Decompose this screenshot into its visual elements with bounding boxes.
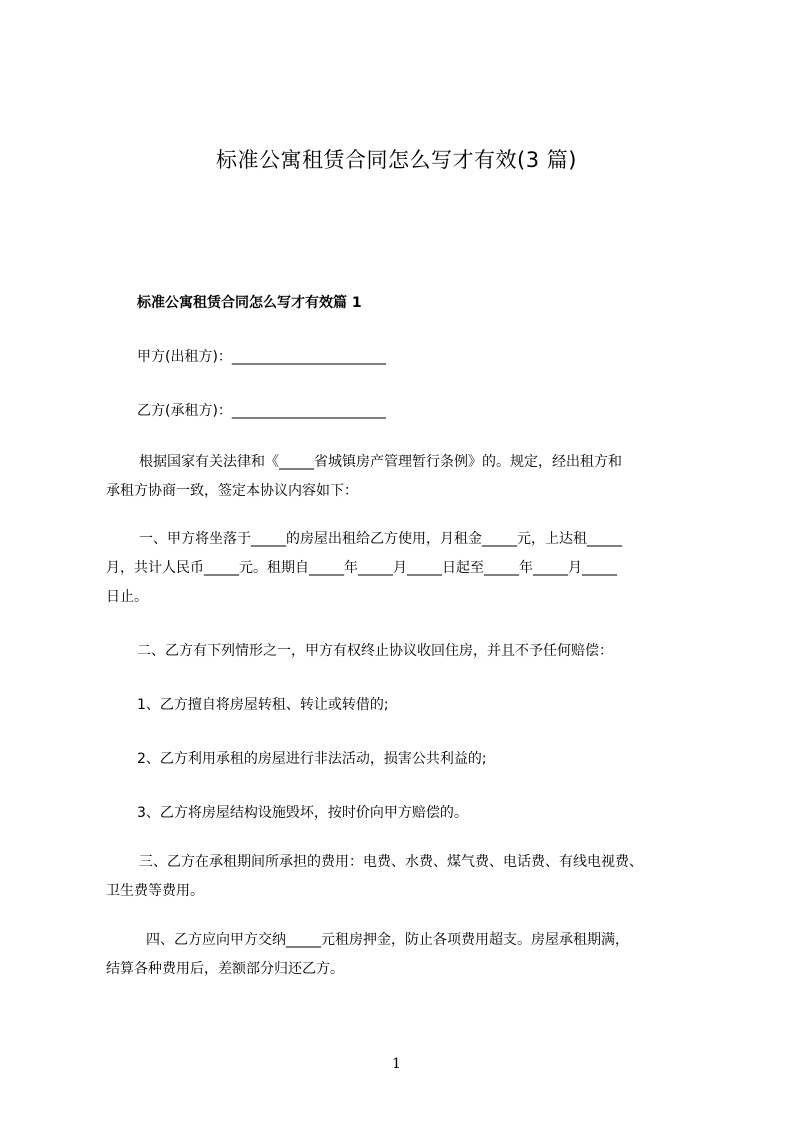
clause-4-line-1: 四、乙方应向甲方交纳_____元租房押金，防止各项费用超支。房屋承租期满， bbox=[146, 932, 629, 948]
clause-2-item-1: 1、乙方擅自将房屋转租、转让或转借的; bbox=[137, 697, 389, 713]
clause-1-line-3: 日止。 bbox=[106, 589, 148, 605]
party-b-line: 乙方(承租方)：______________________ bbox=[137, 403, 386, 419]
clause-1-line-2: 月，共计人民币_____元。租期自_____年_____月_____日起至_____年_____月_____ bbox=[106, 560, 617, 576]
intro-paragraph bbox=[106, 448, 706, 506]
clause-4-line-2: 结算各种费用后，差额部分归还乙方。 bbox=[106, 961, 344, 977]
page-number: 1 bbox=[392, 1056, 401, 1072]
clause-2: 二、乙方有下列情形之一，甲方有权终止协议收回住房，并且不予任何赔偿： bbox=[137, 643, 613, 659]
clause-3-line-2: 卫生费等费用。 bbox=[106, 883, 204, 899]
clause-3-line-1: 三、乙方在承租期间所承担的费用：电费、水费、煤气费、电话费、有线电视费、 bbox=[139, 854, 643, 870]
clause-1-line-1: 一、甲方将坐落于_____的房屋出租给乙方使用，月租金_____元，上达租_____ bbox=[139, 531, 622, 547]
document-title: 标准公寓租赁合同怎么写才有效(3 篇) bbox=[216, 148, 577, 172]
clause-4-paragraph bbox=[106, 926, 706, 984]
clause-1-paragraph bbox=[106, 525, 706, 612]
intro-line-2: 承租方协商一致，签定本协议内容如下： bbox=[106, 483, 358, 499]
clause-2-item-3: 3、乙方将房屋结构设施毁坏，按时价向甲方赔偿的。 bbox=[137, 805, 468, 821]
party-a-line: 甲方(出租方)：______________________ bbox=[137, 349, 386, 365]
section-heading: 标准公寓租赁合同怎么写才有效篇 1 bbox=[137, 295, 362, 311]
intro-line-1: 根据国家有关法律和《_____省城镇房产管理暂行条例》的。规定，经出租方和 bbox=[139, 454, 622, 470]
clause-2-item-2: 2、乙方利用承租的房屋进行非法活动，损害公共利益的; bbox=[137, 751, 487, 767]
clause-3-paragraph bbox=[106, 848, 706, 906]
